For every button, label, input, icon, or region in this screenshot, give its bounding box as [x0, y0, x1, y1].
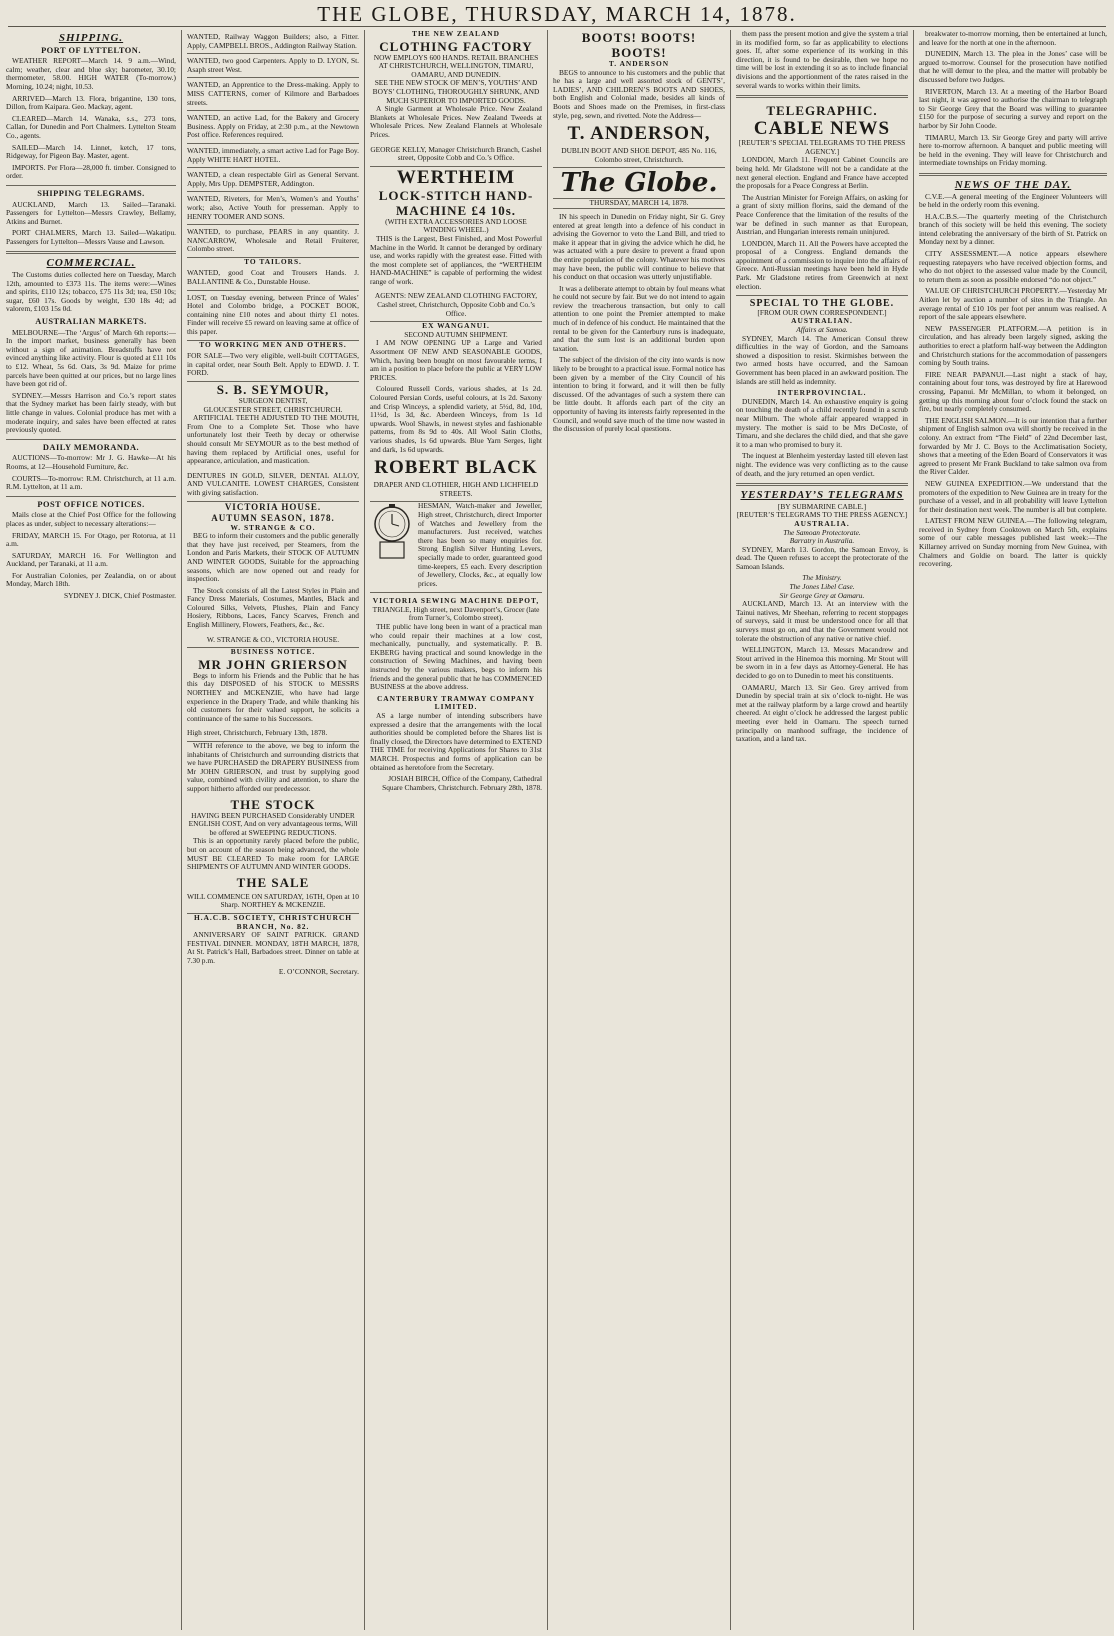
- paragraph: H.A.C.B.S.—The quarterly meeting of the Christchurch branch of this society will be held this evening. The society intend celebrating the anniversary of the birth of St. Patrick on Monday next by a dinner.: [919, 211, 1107, 247]
- ad-body: SEE THE NEW STOCK OF MEN’S, YOUTHS’ AND BOYS’ CLOTHING, THOROUGHLY SHRUNK, AND MUCH SUPERIOR TO IMPORTED GOODS.: [372, 78, 540, 105]
- paragraph: SATURDAY, MARCH 16. For Wellington and Auckland, per Taranaki, at 11 a.m.: [6, 550, 176, 569]
- ad-boots: BOOTS! BOOTS! BOOTS!: [581, 30, 697, 60]
- ad-wertheim-machine: LOCK-STITCH HAND-MACHINE £4 10s.: [378, 187, 534, 218]
- paragraph: LONDON, March 11. Frequent Cabinet Councils are being held. Mr Gladstone will not be a candidate at the next general election. England and France have accepted the proposals for a Peace Congress at Berlin.: [736, 155, 908, 191]
- paragraph: The subject of the division of the city into wards is now likely to be brought to a practical issue. Formal notice has been given by a member of the City Council of his intention to bring it forward, and it will then be fully discussed. Of the advantages of such a system there can be little doubt. It affords each part of the city an opportunity of having its interests fairly represented in the Council, and would save much of the time now wasted in the discussion of purely local questions.: [553, 355, 725, 434]
- ad-seymour-address: GLOUCESTER STREET, CHRISTCHURCH.: [203, 404, 343, 414]
- ad-anderson-big: T. ANDERSON,: [567, 123, 711, 145]
- column-shipping: [6, 30, 176, 1630]
- paragraph: C.V.E.—A general meeting of the Engineer Volunteers will be held in the orderly room this evening.: [919, 191, 1107, 210]
- subsection-heading: AUSTRALIAN MARKETS.: [35, 317, 147, 327]
- subsection-heading: The Samoan Protectorate.: [783, 527, 861, 537]
- source-note: [REUTER’S TELEGRAMS TO THE PRESS AGENCY.]: [736, 510, 908, 520]
- ad-clothing-factory: CLOTHING FACTORY: [379, 38, 533, 54]
- paragraph: AS a large number of intending subscribers have expressed a desire that the arrangements with the local authorities should be completed before the Shares list is finally closed, the Directors have determined to EXTEND THE TIME for receiving Applications for Shares to 31st MARCH. Prospectus and forms of application can be obtained as heretofore from the Secretary.: [370, 711, 542, 772]
- ad-seymour-title: SURGEON DENTIST,: [238, 396, 308, 405]
- paragraph: Coloured Russell Cords, various shades, at 1s 2d. Coloured Persian Cords, useful colours, at 1s 2d. Saxony and Crisp Winceys, a splendid variety, at 5½d, 8d, 10d, 11½d, 1s 3d, &c. Aberdeen Winceys, from 1s 1d upwards. Wool Shawls, in newest styles and fashionable patterns, from 8s 9d to 40s. All Wool Satin Cloths, various shades, 1s 6d upwards. Blue Yarn Serges, light and dark, 1s 6d upwards.: [370, 384, 542, 454]
- signature: GEORGE KELLY, Manager Christchurch Branch, Cashel street, Opposite Cobb and Co.’s Office.: [370, 143, 542, 167]
- ad-subheading: AUTUMN SEASON, 1878.: [211, 512, 335, 523]
- newspaper-title: The Globe.: [560, 168, 718, 199]
- divider: [6, 496, 176, 497]
- signature: SYDNEY J. DICK, Chief Postmaster.: [63, 591, 176, 601]
- subsection-heading: SHIPPING TELEGRAMS.: [37, 188, 145, 198]
- paragraph: SAILED—March 14. Linnet, ketch, 17 tons, Ridgeway, for Pigeon Bay. Master, agent.: [6, 142, 176, 161]
- divider: [6, 185, 176, 186]
- paragraph: The Austrian Minister for Foreign Affairs, on asking for a grant of sixty million florins, said the demand of the Peace Conference that the limitation of the results of the war be defined in such manner as that European, Austrian, and Hungarian interests remain uninjured.: [736, 192, 908, 237]
- ad-subheading: HAVING BEEN PURCHASED Considerably UNDER ENGLISH COST, And on very advantageous terms, Will be offered at SWEEPING REDUCTIONS.: [188, 810, 358, 837]
- paragraph: A Single Garment at Wholesale Price. New Zealand Blankets at Wholesale Prices. New Zealand Tweeds at Wholesale Prices. New Zealand Flannels at Wholesale Prices.: [370, 104, 542, 139]
- paragraph: OAMARU, March 13. Sir Geo. Grey arrived from Dunedin by special train at six o’clock to-night. He was met at the railway platform by a large crowd and heartily cheered. At eight o’clock he addressed the largest public meeting ever held in Oamaru. The speech turned principally on manhood suffrage, the incidence of taxation, and a land tax.: [736, 682, 908, 744]
- ad-heading: BUSINESS NOTICE.: [230, 647, 316, 657]
- ad-subheading: (WITH EXTRA ACCESSORIES AND LOOSE WINDING WHEEL.): [385, 216, 527, 235]
- ad-anderson-address: DUBLIN BOOT AND SHOE DEPOT, 485 No. 116, Colombo street, Christchurch.: [553, 144, 725, 168]
- paragraph: WELLINGTON, March 13. Messrs Macandrew and Stout arrived in the Hinemoa this morning. Mr Stout will be sworn in in a few days as Attorney-General. He has decided to go on to Dunedin to meet his constituents.: [736, 645, 908, 680]
- section-heading: YESTERDAY’S TELEGRAMS: [740, 489, 904, 502]
- paragraph: CITY ASSESSMENT.—A notice appears elsewhere requesting ratepayers who have received objection forms, and who do not object to the assessed value made by the Council, to return them as soon as possible endorsed “do not object.”: [919, 249, 1107, 284]
- paragraph: The Stock consists of all the Latest Styles in Plain and Fancy Dress Materials, Costumes, Mantles, Black and Coloured Silks, Velvets, Plushes, Plain and Fancy Hosiery, Ribbons, Laces, Fancy Scarves, French and English Millinery, Flowers, Feathers, &c., &c.: [187, 585, 359, 630]
- paragraph: NEW PASSENGER PLATFORM.—A petition is in circulation, and has already been largely signed, asking the authorities to erect a platform half-way between the Addington and Christchurch stations for the accommodation of passengers coming by South trains.: [919, 323, 1107, 368]
- paragraph: AUCKLAND, March 13. At an interview with the Tainui natives, Mr Sheehan, referring to recent stoppages of surveys, said it must be understood once for all that surveys must go on, and that the Government would not tolerate the obstruction of any native or native chief.: [736, 599, 908, 643]
- paragraph: SYDNEY, March 14. The American Consul threw difficulties in the way of Gordon, and the Samoans showed a disposition to resist. Skirmishes between the two armed hosts have occurred, and the Samoan Government has been placed in an awkward position. The islands are still held as indemnity.: [736, 333, 908, 386]
- ad-heading: VICTORIA HOUSE.: [224, 501, 322, 512]
- ad-heading: THE SALE: [236, 874, 310, 890]
- ad-heading: TO TAILORS.: [244, 256, 302, 266]
- ad-seymour-dentures: DENTURES IN GOLD, SILVER, DENTAL ALLOY, AND VULCANITE. LOWEST CHARGES, Consistent with giving satisfaction.: [187, 469, 359, 502]
- ad-subheading: SECOND AUTUMN SHIPMENT.: [404, 329, 508, 339]
- subsection-heading: DAILY MEMORANDA.: [42, 442, 140, 452]
- source-note: [BY SUBMARINE CABLE.]: [777, 501, 867, 511]
- paragraph: DUNEDIN, March 14. An exhaustive enquiry is going on touching the death of a child recently found in a scrub near Milburn. The whole affair appeared wrapped in mystery. The mother is said to be Mrs DeCoste, of Timaru, and she declares the child died, and that she gave it to a man who promised to bury it.: [736, 396, 908, 449]
- divider: [6, 439, 176, 440]
- subsection-heading: AUSTRALIA.: [794, 518, 850, 528]
- paragraph: SYDNEY.—Messrs Harrison and Co.’s report states that the Sydney market has been fairly steady, with but little change in values. Colonial produce has met with a moderate inquiry, and sales have been effected at rates previously quoted.: [6, 390, 176, 435]
- ad-wanted: WANTED, two good Carpenters. Apply to D. LYON, St. Asaph street West.: [187, 54, 359, 78]
- column-rule: [181, 30, 182, 1630]
- signature: E. O’CONNOR, Secretary.: [278, 967, 359, 977]
- subsection-heading: Sir George Grey at Oamaru.: [779, 590, 865, 600]
- ad-wanted: WANTED, an Apprentice to the Dress-making. Apply to MISS CATTERNS, corner of Kilmore and Barbadoes streets.: [187, 78, 359, 111]
- paragraph: PORT CHALMERS, March 13. Sailed—Wakatipu. Passengers for Lyttelton—Messrs Vause and Lawson.: [6, 228, 176, 246]
- ad-robert-black: ROBERT BLACK: [374, 457, 538, 479]
- ad-heading: H.A.C.B. SOCIETY, CHRISTCHURCH BRANCH, No. 82.: [193, 912, 353, 931]
- paragraph: ARRIVED—March 13. Flora, brigantine, 130 tons, Dillon, from Kaipara. Geo. Mackay, agent.: [6, 93, 176, 112]
- paragraph: AUCTIONS—To-morrow: Mr J. G. Hawke—At his Rooms, at 12—Household Furniture, &c.: [6, 453, 176, 471]
- divider: [370, 592, 542, 593]
- ad-heading: TO WORKING MEN AND OTHERS.: [199, 339, 347, 349]
- ad-subheading: DRAPER AND CLOTHIER, HIGH AND LICHFIELD STREETS.: [370, 478, 542, 502]
- column-editorial: [553, 30, 725, 1630]
- paragraph: DUNEDIN, March 13. The plea in the Jones’ case will be argued to-morrow. Counsel for the prosecution have notified that he will demur to the plea, and the matter will probably be discussed before two Judges.: [919, 49, 1107, 84]
- section-heading: CABLE NEWS: [753, 118, 891, 140]
- paragraph: THIS is the Largest, Best Finished, and Most Powerful Machine in the World. It cannot be deranged by ordinary use, and works rapidly with the greatest ease. Fitted with the most complete set of appliances, the “WERTHEIM HAND-MACHINE” is capable of performing the widest range of work.: [370, 233, 542, 286]
- paragraph: Mails close at the Chief Post Office for the following places as under, subject to necessary alterations:—: [6, 510, 176, 528]
- paragraph: FRIDAY, MARCH 15. For Otago, per Rotorua, at 11 a.m.: [6, 530, 176, 549]
- section-heading: COMMERCIAL.: [46, 257, 136, 270]
- ad-wanted: WANTED, Railway Waggon Builders; also, a Fitter. Apply, CAMPBELL BROS., Addington Railway Station.: [187, 30, 359, 54]
- paragraph: breakwater to-morrow morning, then be entertained at lunch, and leave for the north at one in the afternoon.: [919, 30, 1107, 47]
- divider: [736, 95, 908, 98]
- paragraph: them pass the present motion and give the system a trial in its modified form, so far as applicability to elections goes. If, after some experience of its working in this direction, it is found to be desirable, then we hope no time will be lost in extending it so as to include financial divisions and the apportionment of the rates raised in the several wards to works within their limits.: [736, 30, 908, 90]
- divider: [736, 483, 908, 486]
- section-heading: NEWS OF THE DAY.: [954, 178, 1072, 191]
- ad-wanted: WANTED, a clean respectable Girl as General Servant. Apply, Mrs Upp. DEMPSTER, Addington.: [187, 168, 359, 192]
- ad-date: High street, Christchurch, February 13th, 1878.: [187, 726, 359, 742]
- paragraph: The inquest at Blenheim yesterday lasted till eleven last night. The evidence was very conflicting as to the cause of death, and the jury returned an open verdict.: [736, 451, 908, 478]
- paragraph: WITH reference to the above, we beg to inform the inhabitants of Christchurch and surrounding districts that we have PURCHASED the DRAPERY BUSINESS from Mr JOHN GRIERSON, and trust by supplying good value, combined with civility and attention, to share the support hitherto afforded our predecessor.: [187, 741, 359, 793]
- ad-heading: CANTERBURY TRAMWAY COMPANY LIMITED.: [376, 693, 536, 712]
- section-heading: SHIPPING.: [58, 32, 124, 44]
- paragraph: I AM NOW OPENING UP a Large and Varied Assortment OF NEW AND SEASONABLE GOODS, Which, having been bought on most favourable terms, I am in a position to place before the public at VERY LOW PRICES.: [370, 338, 542, 382]
- paragraph: CLEARED—March 14. Wanaka, s.s., 273 tons, Callan, for Dunedin and Port Chalmers. Lyttelton Steam Co., agents.: [6, 113, 176, 140]
- paragraph: THE ENGLISH SALMON.—It is our intention that a further shipment of English salmon ova will shortly be received in the colony. An extract from “The Field” of 22nd December last, forwarded by Mr J. C. Boys to the Acclimatisation Society, shows that a meeting of the Eden Board of Conservators it was agreed to present Mr Frank Buckland to take salmon ova from the River Calder.: [919, 415, 1107, 477]
- ad-heading: THE NEW ZEALAND: [412, 30, 500, 38]
- editorial-date: THURSDAY, MARCH 14, 1878.: [553, 198, 725, 209]
- subsection-heading: The Jones Libel Case.: [789, 582, 855, 592]
- ad-hesman-text: HESMAN, Watch-maker and Jeweller, High street, Christchurch, direct Importer of Watches and Jewellery from the manufacturers. Just received, watches there has been so many enquiries for. Strong English Silver Hunting Levers, specially made to order, guaranteed good time-keepers, £5 each. Every description of Jewellery, Clocks, &c., at equally low prices.: [418, 501, 542, 588]
- ad-anderson-name: T. ANDERSON: [608, 59, 670, 68]
- paragraph: BEG to inform their customers and the public generally that they have just received, per Steamers, from the London and Paris Markets, their STOCK OF AUTUMN AND WINTER GOODS, Suitable for the approaching seasons, which are now opened out and ready for inspection.: [187, 531, 359, 584]
- divider: [919, 173, 1107, 176]
- masthead: THE GLOBE, THURSDAY, MARCH 14, 1878.: [8, 2, 1106, 27]
- ad-wanted: WANTED, to purchase, PEARS in any quantity. J. NANCARROW, Wholesale and Retail Fruiterer, Colombo street.: [187, 225, 359, 258]
- ad-wanted: WANTED, an active Lad, for the Bakery and Grocery Business. Apply on Friday, at 2:30 p.m., at the Newtown Post office. References required.: [187, 111, 359, 144]
- ad-wanted: WANTED, immediately, a smart active Lad for Page Boy. Apply WHITE HART HOTEL.: [187, 144, 359, 168]
- column-advertisements: [187, 30, 359, 1630]
- column-advertisements-2: [370, 30, 542, 1630]
- paragraph: ARTIFICIAL TEETH ADJUSTED TO THE MOUTH, From One to a Complete Set. Those who have unfortunately lost their Teeth by decay or otherwise should consult Mr SEYMOUR as to the best method of having them replaced by Artificial ones, useful for appearance, articulation, and mastication.: [187, 413, 359, 466]
- column-telegraphic: [736, 30, 908, 1630]
- ad-wanted: WANTED, Riveters, for Men’s, Women’s and Youths’ work; also, Active Youth for presseman. Apply to HENRY TOOMER AND SONS.: [187, 192, 359, 225]
- ad-heading: VICTORIA SEWING MACHINE DEPOT,: [372, 596, 540, 606]
- ad-wertheim: WERTHEIM: [396, 166, 516, 188]
- clock-icon: [370, 502, 414, 560]
- column-rule: [547, 30, 548, 1630]
- paragraph: LONDON, March 11. All the Powers have accepted the proposal of a Congress. England demands the appointment of a commission to inquire into the affairs of Greece. Anti-Russian meetings have been held in Hyde Park. Mr Gladstone retires from Greenwich at next election.: [736, 238, 908, 291]
- ad-hesman: [370, 502, 542, 588]
- paragraph: The Customs duties collected here on Tuesday, March 12th, amounted to £373 11s. The items were:—Wines and spirits, £110 12s; tobacco, £75 11s 3d; tea, £50 10s; sugar, £60 17s. Goods by weight, £30 18s 4d; ad valorem, £103 15s 0d.: [6, 270, 176, 314]
- section-heading: TELEGRAPHIC.: [766, 103, 878, 119]
- subsection-heading: POST OFFICE NOTICES.: [37, 499, 145, 509]
- source-note: [FROM OUR OWN CORRESPONDENT.]: [757, 307, 887, 317]
- source-note: [REUTER’S SPECIAL TELEGRAMS TO THE PRESS AGENCY.]: [738, 138, 906, 156]
- paragraph: THE public have long been in want of a practical man who could repair their machines at a low cost, mechanically, punctually, and systematically. P. B. EKBERG having practical and sound knowledge in the construction of Sewing Machines, and having been instructed by the various makers, begs to inform his friends and the general public that he has COMMENCED BUSINESS at the above address.: [370, 622, 542, 692]
- paragraph: FIRE NEAR PAPANUI.—Last night a stack of hay, containing about four tons, was destroyed by fire at Harewood crossing, Papanui. Mr McMillan, to whom it belonged, on getting up this morning about four o’clock found the stack on fire, but nearly completely consumed.: [919, 369, 1107, 414]
- paragraph: It was a deliberate attempt to obtain by foul means what he could not secure by fair. But we do not intend to again review the treacherous transaction, but only to call attention to one point the Premier attempted to make much of in defence of his conduct. He maintained that the rental to be given for the Canterbury runs is inadequate, and that the sum lost is an additional burden upon taxation.: [553, 283, 725, 353]
- subsection-heading: Barratry in Australia.: [789, 536, 855, 546]
- divider: [736, 295, 908, 296]
- signature: JOSIAH BIRCH, Office of the Company, Cathedral Square Chambers, Christchurch. February 28th, 1878.: [382, 774, 542, 792]
- subsection-heading: Affairs at Samoa.: [796, 325, 848, 335]
- subsection-heading: PORT OF LYTTELTON.: [41, 45, 141, 55]
- paragraph: MELBOURNE—The ‘Argus’ of March 6th reports:—In the import market, business generally has been without a sign of animation. Breadstuffs have not evinced anything like activity. Flour is quoted at £11 10s to £12. Wheat, 5s 6d. Oats, 3s 9d. Maize for prime parcels have been quitted at our prices, but no large lines have been got rid of.: [6, 327, 176, 389]
- ad-subheading: TRIANGLE, High street, next Davenport’s, Grocer (late from Turner’s, Colombo street).: [372, 604, 540, 623]
- signature: W. STRANGE & CO., VICTORIA HOUSE.: [187, 633, 359, 649]
- column-news: [919, 30, 1107, 1630]
- column-rule: [364, 30, 365, 1630]
- ad-heading: EX WANGANUI.: [422, 321, 490, 331]
- ad-lost: LOST, on Tuesday evening, between Prince of Wales’ Hotel and Colombo bridge, a POCKET BOOK, containing nine £10 notes and about thirty £1 notes. Finder will receive £5 reward on leaving same at office of this paper.: [187, 291, 359, 341]
- subsection-heading: INTERPROVINCIAL.: [777, 388, 867, 398]
- ad-company: W. STRANGE & CO.: [230, 522, 316, 532]
- divider: [6, 251, 176, 254]
- paragraph: For Australian Colonies, per Zealandia, on or about Monday, March 18th.: [6, 570, 176, 589]
- paragraph: TIMARU, March 13. Sir George Grey and party will arrive here to-morrow afternoon. A banquet and public meeting will be held in the evening. They will leave for Christchurch and intermediate townships on Friday morning.: [919, 132, 1107, 168]
- paragraph: NEW GUINEA EXPEDITION.—We understand that the promoters of the expedition to New Guinea are in treaty for the purchase of a vessel, and in all probability will leave Lyttelton for their destination next week. The number is all but complete.: [919, 478, 1107, 514]
- paragraph: RIVERTON, March 13. At a meeting of the Harbor Board last night, it was agreed to authorise the chairman to telegraph to Sir George Grey that the Board was willing to guarantee £150 for the purpose of securing a survey and report on the harbor by Sir John Coode.: [919, 86, 1107, 130]
- paragraph: VALUE OF CHRISTCHURCH PROPERTY.—Yesterday Mr Aitken let by auction a number of sites in the Triangle. An average rental of £10 10s per foot per annum was realised. A report of the sale appears elsewhere.: [919, 286, 1107, 322]
- subsection-heading: The Ministry.: [802, 573, 842, 583]
- paragraph: This is an opportunity rarely placed before the public, but on account of the season being advanced, the whole MUST BE CLEARED To make room for LARGE SHIPMENTS OF AUTUMN AND WINTER GOODS.: [187, 836, 359, 872]
- ad-sale-details: WILL COMMENCE ON SATURDAY, 16TH, Open at 10 Sharp. NORTHEY & MCKENZIE.: [187, 890, 359, 914]
- subsection-heading: AUSTRALIAN.: [791, 316, 853, 326]
- paragraph: Begs to inform his Friends and the Public that he has this day DISPOSED of his STOCK to MESSRS NORTHEY and MCKENZIE, who have had large experience in the Drapery Trade, and while thanking his old customers for their valued support, he solicits a continuance of the same to his Successors.: [187, 670, 359, 723]
- paragraph: IMPORTS. Per Flora—28,000 ft. timber. Consigned to order.: [6, 162, 176, 181]
- ad-agents: AGENTS: NEW ZEALAND CLOTHING FACTORY, Cashel street, Christchurch, Opposite Cobb and Co.’s Office.: [370, 289, 542, 322]
- paragraph: AUCKLAND, March 13. Sailed—Taranaki. Passengers for Lyttelton—Messrs Crawley, Bellamy, Atkins and Burnet.: [6, 199, 176, 226]
- paragraph: ANNIVERSARY OF SAINT PATRICK. GRAND FESTIVAL DINNER. MONDAY, 18TH MARCH, 1878, At St. Patrick’s Hall, Barbadoes street. Dinner on table at 7.30 p.m.: [187, 930, 359, 965]
- ad-subheading: NOW EMPLOYS 600 HANDS. RETAIL BRANCHES AT CHRISTCHURCH, WELLINGTON, TIMARU, OAMARU, AND DUNEDIN.: [373, 52, 539, 79]
- paragraph: SYDNEY, March 13. Gordon, the Samoan Envoy, is dead. The Queen refuses to accept the protectorate of the Samoan Islands.: [736, 544, 908, 571]
- ad-tailors: WANTED, good Coat and Trousers Hands. J. BALLANTINE & Co., Dunstable House.: [187, 266, 359, 290]
- ad-seymour-name: S. B. SEYMOUR,: [216, 382, 330, 397]
- ad-heading: THE STOCK: [230, 796, 316, 812]
- paragraph: LATEST FROM NEW GUINEA.—The following telegram, received in Sydney from Cooktown on March 5th, explains some of our cable messages published last week:—The Killarney arrived on Sunday morning from New Guinea, with Chalmers and Goldie on board. The latter is quickly recovering.: [919, 516, 1107, 569]
- column-rule: [730, 30, 731, 1630]
- paragraph: IN his speech in Dunedin on Friday night, Sir G. Grey entered at great length into a defence of his conduct in advising the Governor to veto the Land Bill, and tried to make it appear that in giving the advice which he did, he was actuated with a pure desire to prevent a fraud upon the entire population of the colony. Whatever his motives may have been, the public will continue to believe that his conduct on that occasion was utterly unjustifiable.: [553, 211, 725, 282]
- paragraph: BEGS to announce to his customers and the public that he has a large and well assorted stock of GENTS’, LADIES’, AND CHILDREN’S BOOTS AND SHOES, both English and Colonial made, besides all kinds of Boots and Shoes made on the Premises, in first-class style, peg, sewn, and rivetted. Note the Address—: [553, 67, 725, 120]
- paragraph: WEATHER REPORT—March 14. 9 a.m.—Wind, calm; weather, clear and blue sky; barometer, 30.10; thermometer, 58.00. HIGH WATER (To-morrow.) Morning, 10.24; night, 10.53.: [6, 56, 176, 91]
- paragraph: COURTS—To-morrow: R.M. Christchurch, at 11 a.m. R.M. Lyttelton, at 11 a.m.: [6, 473, 176, 492]
- column-rule: [913, 30, 914, 1630]
- ad-grierson-name: MR JOHN GRIERSON: [198, 656, 348, 672]
- ad-cottages: FOR SALE—Two very eligible, well-built COTTAGES, in capital order, near South Belt. Apply to EDWD. J. T. FORD.: [187, 349, 359, 382]
- section-heading: SPECIAL TO THE GLOBE.: [749, 298, 895, 310]
